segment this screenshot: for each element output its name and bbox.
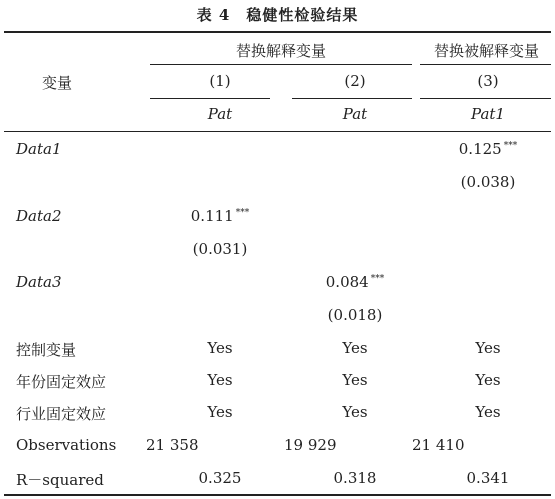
data3-se: (0.018): [327, 306, 383, 324]
col-number-1: (1): [209, 72, 231, 90]
industry-fe-col1: Yes: [207, 403, 233, 421]
control-col3: Yes: [475, 339, 501, 357]
r-squared-col3: 0.341: [466, 469, 510, 487]
control-col2: Yes: [342, 339, 368, 357]
group-header-dependent: 替换被解释变量: [433, 42, 539, 60]
data3-coef: [285, 273, 425, 291]
dep-var-1: Pat: [207, 105, 233, 123]
row-label-data3: Data3: [16, 273, 62, 291]
industry-fe-col2: Yes: [342, 403, 368, 421]
table-title: 表 4 稳健性检验结果: [196, 6, 359, 24]
year-fe-col1: Yes: [207, 371, 233, 389]
year-fe-col3: Yes: [475, 371, 501, 389]
industry-fe-col3: Yes: [475, 403, 501, 421]
dep-var-3: Pat1: [471, 105, 505, 123]
colnum-underline-3: [420, 98, 551, 99]
data1-coef-value: 0.125: [458, 140, 502, 158]
data3-stars: ***: [370, 274, 385, 284]
data2-coef-value: 0.111: [190, 207, 234, 225]
data2-se: (0.031): [192, 240, 248, 258]
row-label-data1: Data1: [16, 140, 62, 158]
col-number-3: (3): [477, 72, 499, 90]
col-number-2: (2): [344, 72, 366, 90]
colnum-underline-2: [292, 98, 412, 99]
r-squared-col2: 0.318: [333, 469, 377, 487]
data2-coef: [150, 207, 290, 225]
observations-col2: 19 929: [284, 436, 337, 454]
year-fe-col2: Yes: [342, 371, 368, 389]
row-label-data2: Data2: [16, 207, 62, 225]
row-label-control: 控制变量: [16, 341, 77, 359]
observations-col3: 21 410: [412, 436, 465, 454]
row-label-observations: Observations: [16, 436, 117, 454]
row-label-r-squared: R－squared: [16, 471, 104, 489]
observations-col1: 21 358: [146, 436, 199, 454]
group1-underline: [150, 64, 412, 65]
colnum-underline-1: [150, 98, 270, 99]
data3-coef-value: 0.084: [325, 273, 369, 291]
data1-coef: [418, 140, 555, 158]
r-squared-col1: 0.325: [198, 469, 242, 487]
top-rule: [4, 31, 551, 33]
row-label-year-fe: 年份固定效应: [16, 373, 107, 391]
row-label-industry-fe: 行业固定效应: [16, 405, 107, 423]
control-col1: Yes: [207, 339, 233, 357]
data1-se: (0.038): [460, 173, 516, 191]
header-bottom-rule: [4, 131, 551, 132]
data2-stars: ***: [235, 208, 250, 218]
dep-var-2: Pat: [342, 105, 368, 123]
group2-underline: [420, 64, 551, 65]
data1-stars: ***: [503, 141, 518, 151]
variable-column-header: 变量: [42, 74, 73, 92]
group-header-explanatory: 替换解释变量: [235, 42, 326, 60]
bottom-rule: [4, 494, 551, 496]
